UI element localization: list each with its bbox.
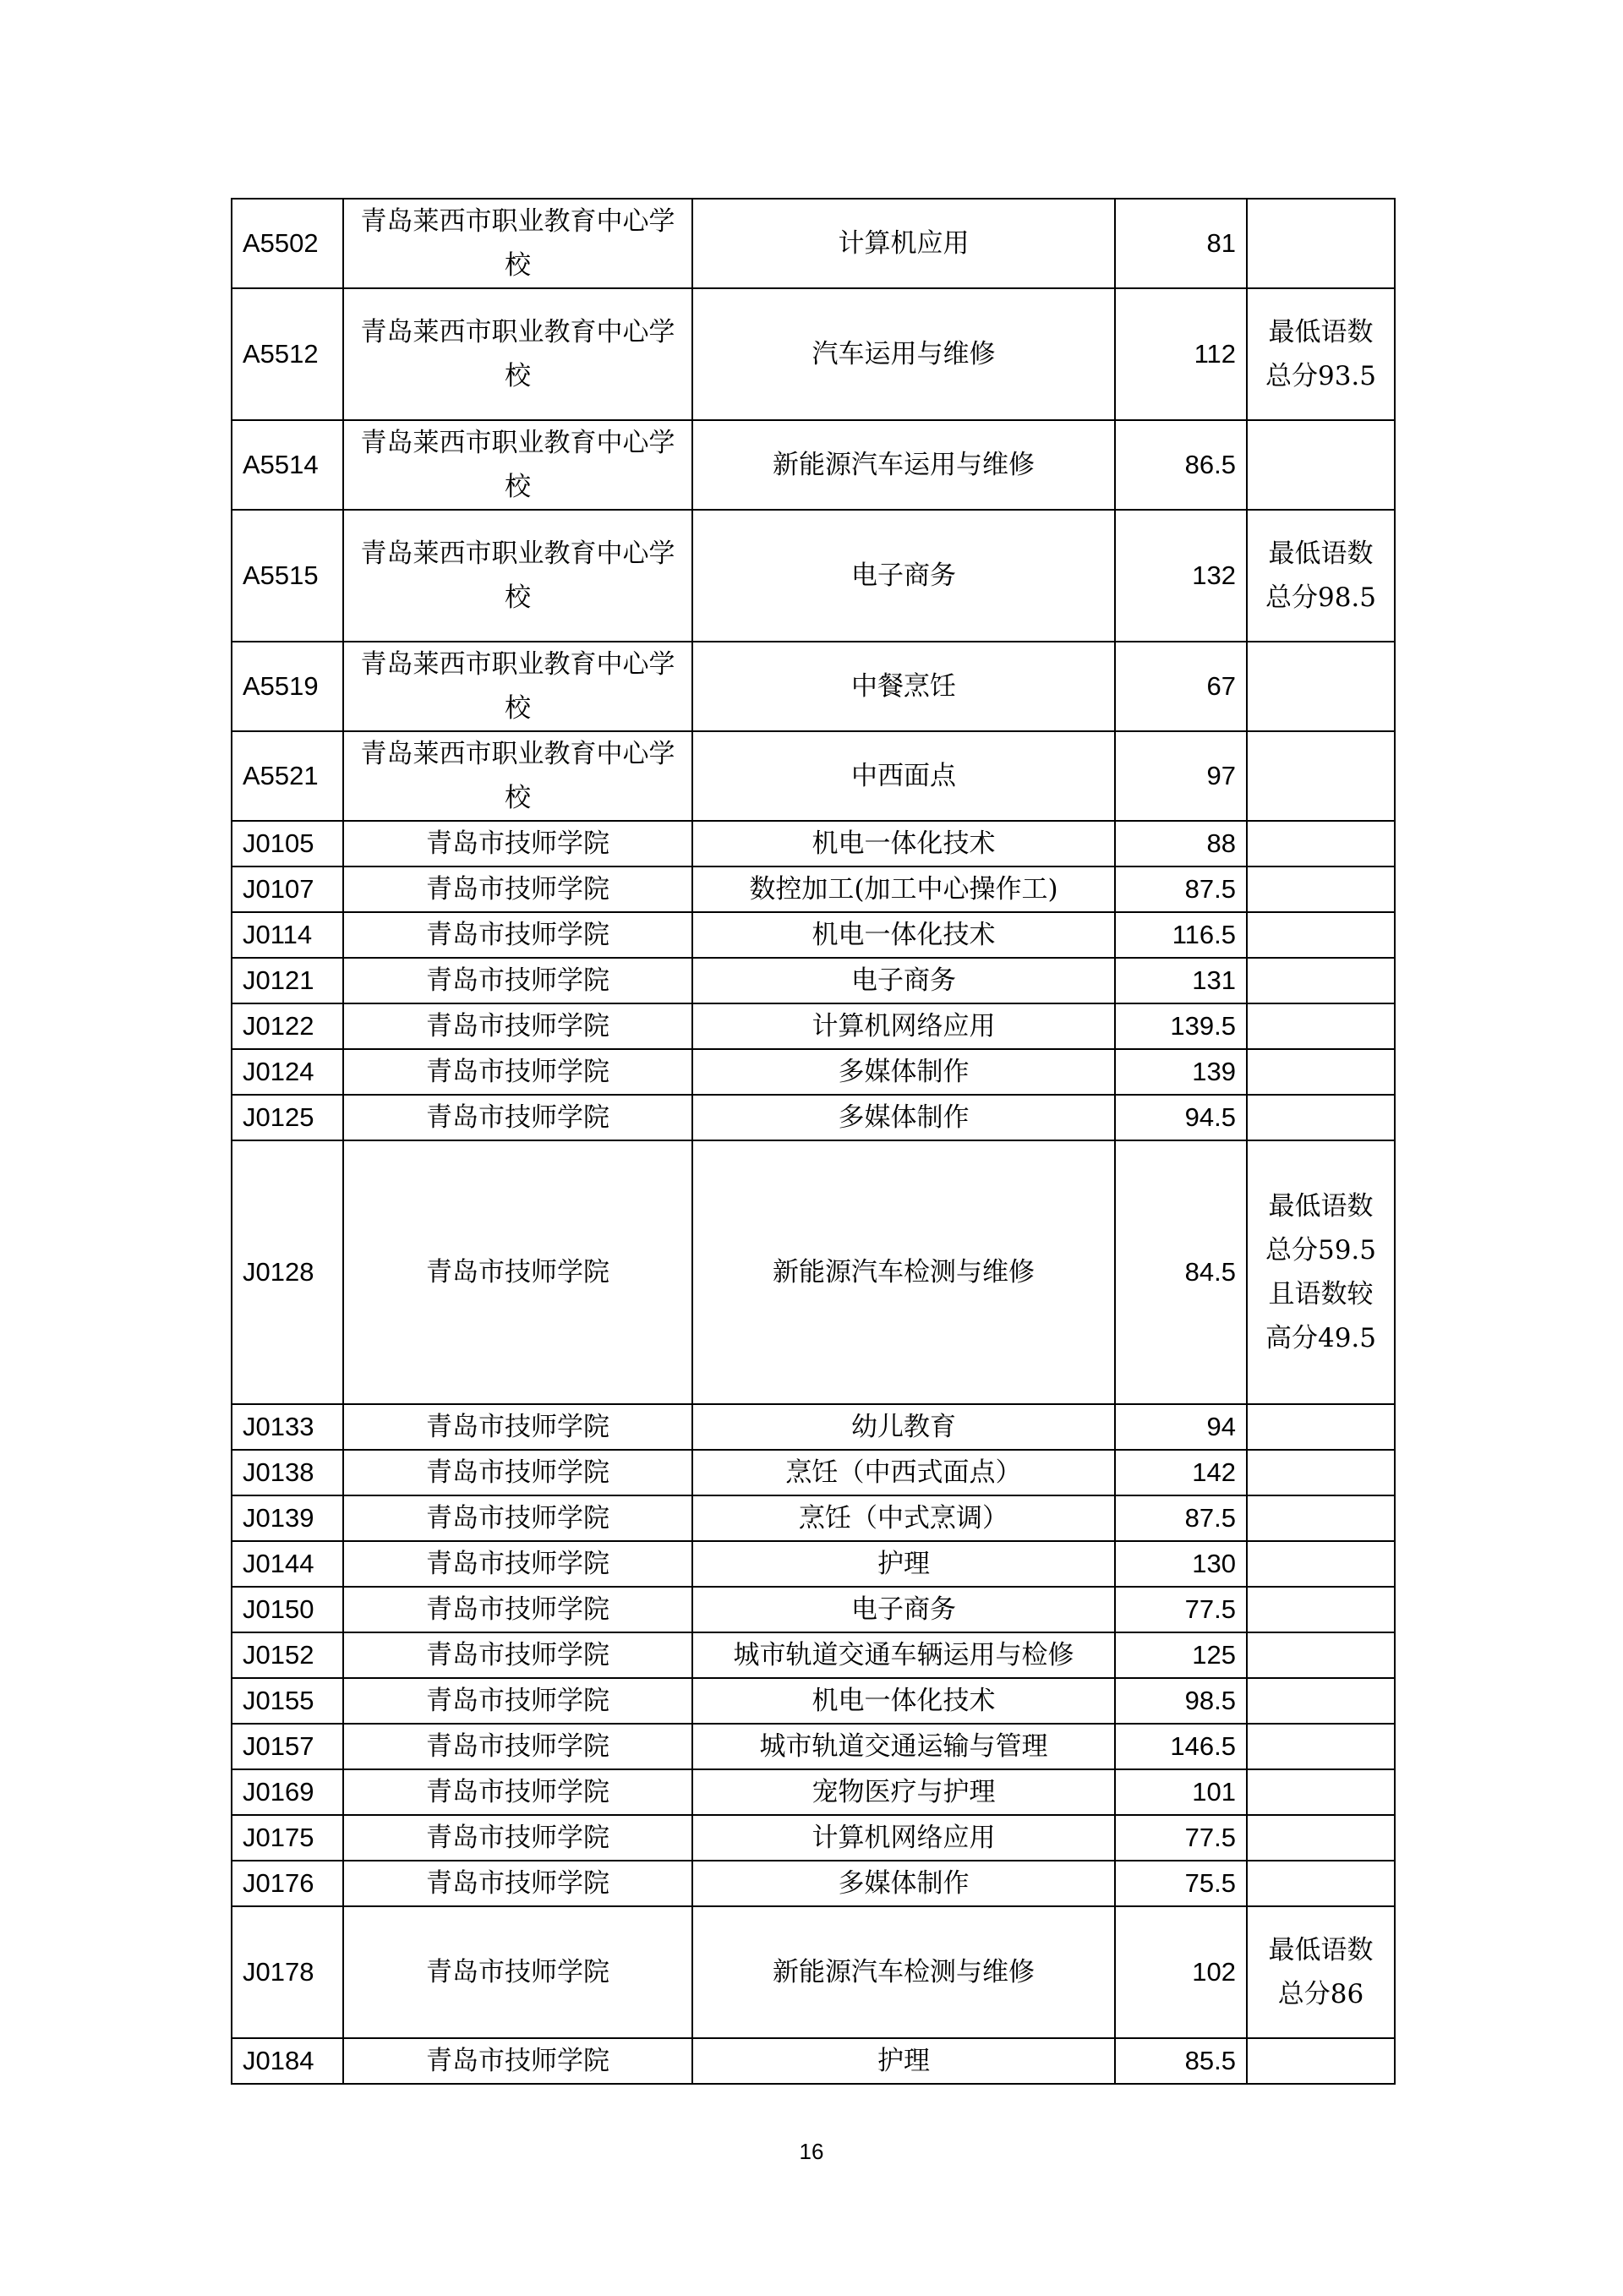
major-cell: 城市轨道交通车辆运用与检修 (692, 1632, 1115, 1678)
program-code-cell: J0155 (232, 1678, 343, 1724)
score-cell: 87.5 (1115, 1495, 1247, 1541)
school-name-cell: 青岛莱西市职业教育中心学校 (343, 199, 692, 288)
score-cell: 77.5 (1115, 1815, 1247, 1861)
score-cell: 125 (1115, 1632, 1247, 1678)
table-row (232, 1861, 1395, 1906)
major-cell: 护理 (692, 1541, 1115, 1587)
score-cell: 116.5 (1115, 912, 1247, 958)
major-cell: 机电一体化技术 (692, 1678, 1115, 1724)
score-cell: 131 (1115, 958, 1247, 1003)
table-row (232, 1495, 1395, 1541)
note-cell: 最低语数总分98.5 (1247, 510, 1395, 642)
score-cell: 146.5 (1115, 1724, 1247, 1769)
school-name-cell: 青岛莱西市职业教育中心学校 (343, 288, 692, 420)
score-cell: 132 (1115, 510, 1247, 642)
major-cell: 烹饪（中式烹调） (692, 1495, 1115, 1541)
score-cell: 81 (1115, 199, 1247, 288)
program-code-cell: J0139 (232, 1495, 343, 1541)
note-cell (1247, 731, 1395, 821)
table-row (232, 1049, 1395, 1095)
program-code-cell: A5512 (232, 288, 343, 420)
table-row (232, 821, 1395, 866)
table-row (232, 1632, 1395, 1678)
score-cell: 86.5 (1115, 420, 1247, 510)
score-cell: 102 (1115, 1906, 1247, 2038)
school-name-cell: 青岛莱西市职业教育中心学校 (343, 731, 692, 821)
school-name-cell: 青岛市技师学院 (343, 1450, 692, 1495)
score-cell: 87.5 (1115, 866, 1247, 912)
major-cell: 计算机网络应用 (692, 1003, 1115, 1049)
major-cell: 电子商务 (692, 958, 1115, 1003)
table-row (232, 1140, 1395, 1404)
major-cell: 新能源汽车运用与维修 (692, 420, 1115, 510)
score-cell: 88 (1115, 821, 1247, 866)
note-cell (1247, 1724, 1395, 1769)
major-cell: 多媒体制作 (692, 1095, 1115, 1140)
note-cell (1247, 821, 1395, 866)
note-cell (1247, 1678, 1395, 1724)
score-cell: 130 (1115, 1541, 1247, 1587)
major-cell: 新能源汽车检测与维修 (692, 1140, 1115, 1404)
school-name-cell: 青岛市技师学院 (343, 1815, 692, 1861)
school-name-cell: 青岛市技师学院 (343, 1724, 692, 1769)
table-row (232, 958, 1395, 1003)
score-cell: 94 (1115, 1404, 1247, 1450)
program-code-cell: J0128 (232, 1140, 343, 1404)
school-name-cell: 青岛市技师学院 (343, 1632, 692, 1678)
table-row (232, 2038, 1395, 2084)
program-code-cell: J0114 (232, 912, 343, 958)
school-name-cell: 青岛市技师学院 (343, 2038, 692, 2084)
table-row (232, 912, 1395, 958)
program-code-cell: J0157 (232, 1724, 343, 1769)
table-row (232, 1906, 1395, 2038)
table-row (232, 1815, 1395, 1861)
note-cell (1247, 1049, 1395, 1095)
table-row (232, 1003, 1395, 1049)
table-row (232, 1095, 1395, 1140)
school-name-cell: 青岛莱西市职业教育中心学校 (343, 510, 692, 642)
major-cell: 电子商务 (692, 510, 1115, 642)
table-row (232, 1724, 1395, 1769)
program-code-cell: J0184 (232, 2038, 343, 2084)
note-cell (1247, 1815, 1395, 1861)
score-cell: 139.5 (1115, 1003, 1247, 1049)
note-cell (1247, 199, 1395, 288)
program-code-cell: A5514 (232, 420, 343, 510)
program-code-cell: J0175 (232, 1815, 343, 1861)
score-cell: 112 (1115, 288, 1247, 420)
major-cell: 多媒体制作 (692, 1861, 1115, 1906)
school-name-cell: 青岛市技师学院 (343, 1861, 692, 1906)
table-body (232, 199, 1395, 2084)
program-code-cell: J0107 (232, 866, 343, 912)
program-code-cell: J0150 (232, 1587, 343, 1632)
score-cell: 67 (1115, 642, 1247, 731)
program-code-cell: J0133 (232, 1404, 343, 1450)
score-cell: 97 (1115, 731, 1247, 821)
school-name-cell: 青岛市技师学院 (343, 1003, 692, 1049)
note-cell (1247, 1769, 1395, 1815)
score-cell: 77.5 (1115, 1587, 1247, 1632)
table-row (232, 1587, 1395, 1632)
major-cell: 中餐烹饪 (692, 642, 1115, 731)
school-name-cell: 青岛市技师学院 (343, 958, 692, 1003)
program-code-cell: J0152 (232, 1632, 343, 1678)
program-code-cell: J0138 (232, 1450, 343, 1495)
major-cell: 宠物医疗与护理 (692, 1769, 1115, 1815)
major-cell: 城市轨道交通运输与管理 (692, 1724, 1115, 1769)
program-code-cell: J0121 (232, 958, 343, 1003)
score-cell: 84.5 (1115, 1140, 1247, 1404)
major-cell: 多媒体制作 (692, 1049, 1115, 1095)
school-name-cell: 青岛市技师学院 (343, 1587, 692, 1632)
program-code-cell: A5519 (232, 642, 343, 731)
note-cell (1247, 1404, 1395, 1450)
school-name-cell: 青岛莱西市职业教育中心学校 (343, 420, 692, 510)
table-row (232, 866, 1395, 912)
note-cell (1247, 1495, 1395, 1541)
school-name-cell: 青岛市技师学院 (343, 1495, 692, 1541)
major-cell: 计算机网络应用 (692, 1815, 1115, 1861)
score-cell: 139 (1115, 1049, 1247, 1095)
school-name-cell: 青岛市技师学院 (343, 1769, 692, 1815)
note-cell (1247, 420, 1395, 510)
table-row (232, 420, 1395, 510)
table-row (232, 731, 1395, 821)
note-cell (1247, 1632, 1395, 1678)
school-name-cell: 青岛市技师学院 (343, 821, 692, 866)
program-code-cell: J0178 (232, 1906, 343, 2038)
major-cell: 烹饪（中西式面点） (692, 1450, 1115, 1495)
program-code-cell: J0144 (232, 1541, 343, 1587)
score-cell: 101 (1115, 1769, 1247, 1815)
school-name-cell: 青岛市技师学院 (343, 1140, 692, 1404)
program-code-cell: J0125 (232, 1095, 343, 1140)
note-cell: 最低语数总分59.5且语数较高分49.5 (1247, 1140, 1395, 1404)
score-cell: 142 (1115, 1450, 1247, 1495)
major-cell: 电子商务 (692, 1587, 1115, 1632)
program-code-cell: J0124 (232, 1049, 343, 1095)
note-cell (1247, 1861, 1395, 1906)
school-name-cell: 青岛市技师学院 (343, 1404, 692, 1450)
program-code-cell: J0122 (232, 1003, 343, 1049)
score-cell: 85.5 (1115, 2038, 1247, 2084)
school-name-cell: 青岛市技师学院 (343, 1541, 692, 1587)
major-cell: 数控加工(加工中心操作工) (692, 866, 1115, 912)
table-row (232, 1450, 1395, 1495)
school-name-cell: 青岛莱西市职业教育中心学校 (343, 642, 692, 731)
table-row (232, 1769, 1395, 1815)
major-cell: 机电一体化技术 (692, 912, 1115, 958)
school-name-cell: 青岛市技师学院 (343, 1906, 692, 2038)
note-cell: 最低语数总分86 (1247, 1906, 1395, 2038)
table-row (232, 510, 1395, 642)
note-cell (1247, 1003, 1395, 1049)
note-cell (1247, 1541, 1395, 1587)
table-row (232, 1541, 1395, 1587)
major-cell: 汽车运用与维修 (692, 288, 1115, 420)
school-name-cell: 青岛市技师学院 (343, 912, 692, 958)
table-row (232, 642, 1395, 731)
table-row (232, 1678, 1395, 1724)
school-name-cell: 青岛市技师学院 (343, 1678, 692, 1724)
program-code-cell: A5521 (232, 731, 343, 821)
table-row (232, 288, 1395, 420)
score-cell: 94.5 (1115, 1095, 1247, 1140)
program-code-cell: A5502 (232, 199, 343, 288)
note-cell (1247, 958, 1395, 1003)
note-cell (1247, 1095, 1395, 1140)
note-cell (1247, 866, 1395, 912)
page-number: 16 (799, 2139, 824, 2164)
note-cell (1247, 1450, 1395, 1495)
note-cell (1247, 1587, 1395, 1632)
score-cell: 98.5 (1115, 1678, 1247, 1724)
major-cell: 新能源汽车检测与维修 (692, 1906, 1115, 2038)
program-code-cell: J0169 (232, 1769, 343, 1815)
program-code-cell: J0176 (232, 1861, 343, 1906)
major-cell: 计算机应用 (692, 199, 1115, 288)
admission-score-table (231, 198, 1396, 2085)
note-cell (1247, 642, 1395, 731)
program-code-cell: A5515 (232, 510, 343, 642)
table-row (232, 199, 1395, 288)
major-cell: 机电一体化技术 (692, 821, 1115, 866)
note-cell (1247, 912, 1395, 958)
major-cell: 中西面点 (692, 731, 1115, 821)
major-cell: 护理 (692, 2038, 1115, 2084)
school-name-cell: 青岛市技师学院 (343, 1095, 692, 1140)
school-name-cell: 青岛市技师学院 (343, 866, 692, 912)
score-cell: 75.5 (1115, 1861, 1247, 1906)
major-cell: 幼儿教育 (692, 1404, 1115, 1450)
school-name-cell: 青岛市技师学院 (343, 1049, 692, 1095)
program-code-cell: J0105 (232, 821, 343, 866)
note-cell: 最低语数总分93.5 (1247, 288, 1395, 420)
note-cell (1247, 2038, 1395, 2084)
table-row (232, 1404, 1395, 1450)
